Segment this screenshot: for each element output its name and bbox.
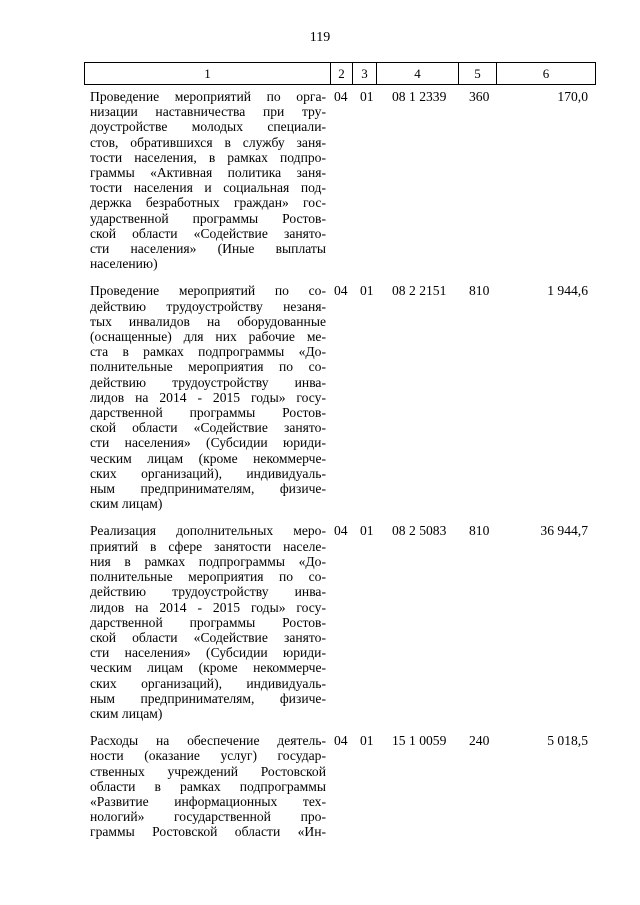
expense-type-code: 240 <box>469 733 490 749</box>
header-col-2: 2 <box>331 63 353 84</box>
description-line: ских организаций), индивидуаль- <box>90 465 326 481</box>
description-line: Реализация дополнительных меро- <box>90 523 326 539</box>
description-line: ской области «Содействие занято- <box>90 629 326 645</box>
description-line: ста в рамках подпрограммы «До- <box>90 344 326 360</box>
row-description <box>84 89 326 271</box>
section-code: 04 <box>334 89 348 104</box>
expense-type-code: 810 <box>469 283 490 299</box>
description-line: действию трудоустройству инва- <box>90 584 326 600</box>
amount: 170,0 <box>557 89 588 104</box>
table-row <box>84 733 596 839</box>
target-article-code: 15 1 0059 <box>392 733 447 749</box>
header-col-1: 1 <box>85 63 331 84</box>
section-code: 04 <box>334 523 348 539</box>
header-col-3: 3 <box>353 63 377 84</box>
header-col-4: 4 <box>377 63 459 84</box>
description-line: ным предпринимателям, физиче- <box>90 690 326 706</box>
table-row <box>84 283 596 511</box>
description-line: доустройстве молодых специали- <box>90 119 326 135</box>
description-line: ным предпринимателям, физиче- <box>90 481 326 497</box>
description-line: дарственной программы Ростов- <box>90 405 326 421</box>
description-line: тых инвалидов на оборудованные <box>90 313 326 329</box>
description-line: держка безработных граждан» гос- <box>90 195 326 211</box>
section-code: 04 <box>334 733 348 749</box>
description-line: тости населения и социальная под- <box>90 180 326 196</box>
description-line: ским лицам) <box>90 496 163 512</box>
subsection-code: 01 <box>360 523 374 539</box>
table-body <box>84 89 596 840</box>
target-article-code: 08 1 2339 <box>392 89 447 104</box>
table-row <box>84 89 596 271</box>
description-line: сти населения» (Субсидии юриди- <box>90 435 326 451</box>
subsection-code: 01 <box>360 733 374 749</box>
description-line: полнительные мероприятия по со- <box>90 359 326 375</box>
description-line: граммы «Активная политика заня- <box>90 165 326 181</box>
description-line: сти населения» (Субсидии юриди- <box>90 645 326 661</box>
row-description <box>84 283 326 511</box>
subsection-code: 01 <box>360 89 374 104</box>
amount: 1 944,6 <box>547 283 588 299</box>
description-line: стов, обратившихся в службу заня- <box>90 134 326 150</box>
description-line: ственных учреждений Ростовской <box>90 763 326 779</box>
header-col-6: 6 <box>542 66 550 81</box>
description-line: дарственной программы Ростов- <box>90 614 326 630</box>
description-line: Проведение мероприятий по орга- <box>90 89 326 104</box>
description-line: лидов на 2014 - 2015 годы» госу- <box>90 599 326 615</box>
description-line: граммы Ростовской области «Ин- <box>90 824 326 840</box>
description-line: ческим лицам (кроме некоммерче- <box>90 660 326 676</box>
section-code: 04 <box>334 283 348 299</box>
description-line: низации наставничества при тру- <box>90 104 326 120</box>
row-description <box>84 733 326 839</box>
description-line: действию трудоустройству незаня- <box>90 298 326 314</box>
description-line: ской области «Содействие занято- <box>90 225 326 241</box>
row-description <box>84 523 326 721</box>
description-line: полнительные мероприятия по со- <box>90 569 326 585</box>
description-line: Расходы на обеспечение деятель- <box>90 733 326 749</box>
header-col-5: 5 <box>459 63 497 84</box>
description-line: ности (оказание услуг) государ- <box>90 748 326 764</box>
table-header <box>84 62 596 85</box>
amount: 36 944,7 <box>540 523 588 539</box>
description-line: приятий в сфере занятости населе- <box>90 538 326 554</box>
description-line: действию трудоустройству инва- <box>90 374 326 390</box>
description-line: населению) <box>90 256 158 272</box>
description-line: ния в рамках подпрограммы «До- <box>90 553 326 569</box>
description-line: области в рамках подпрограммы <box>90 778 326 794</box>
table-row <box>84 523 596 721</box>
target-article-code: 08 2 2151 <box>392 283 447 299</box>
description-line: ских организаций), индивидуаль- <box>90 675 326 691</box>
amount: 5 018,5 <box>547 733 588 749</box>
description-line: ческим лицам (кроме некоммерче- <box>90 450 326 466</box>
expense-type-code: 810 <box>469 523 490 539</box>
page-number: 119 <box>309 30 331 45</box>
description-line: ским лицам) <box>90 705 163 721</box>
description-line: (оснащенные) для них рабочие ме- <box>90 329 326 345</box>
expense-type-code: 360 <box>469 89 490 104</box>
description-line: Проведение мероприятий по со- <box>90 283 326 299</box>
description-line: тости населения, в рамках подпро- <box>90 149 326 165</box>
description-line: ской области «Содействие занято- <box>90 420 326 436</box>
target-article-code: 08 2 5083 <box>392 523 447 539</box>
description-line: ударственной программы Ростов- <box>90 210 326 226</box>
description-line: нологий» государственной про- <box>90 809 326 825</box>
description-line: сти населения» (Иные выплаты <box>90 241 326 257</box>
description-line: «Развитие информационных тех- <box>90 793 326 809</box>
subsection-code: 01 <box>360 283 374 299</box>
description-line: лидов на 2014 - 2015 годы» госу- <box>90 389 326 405</box>
